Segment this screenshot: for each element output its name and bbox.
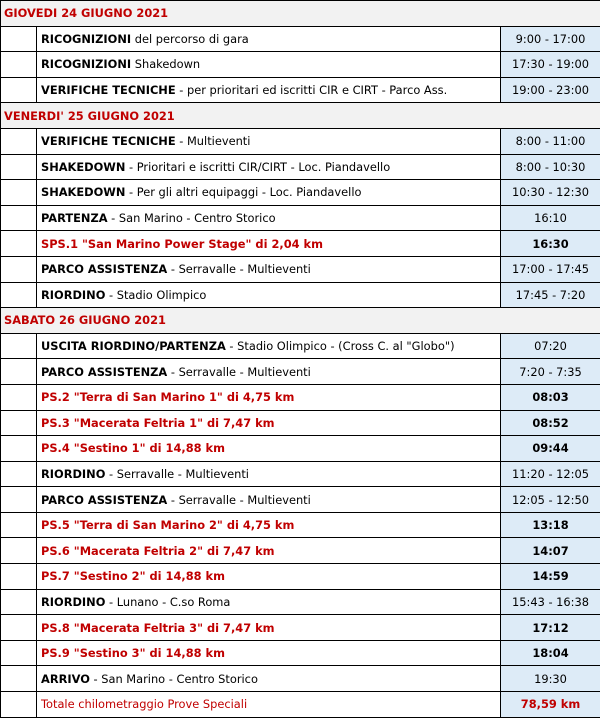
event-title: RICOGNIZIONI [41,31,132,46]
event-title: RICOGNIZIONI [41,57,132,72]
schedule-row [1,461,600,487]
event-detail: Shakedown [131,57,201,72]
schedule-row [1,52,600,78]
schedule-body [1,1,600,718]
time-cell: 15:43 - 16:38 [501,589,600,615]
event-detail: - Serravalle - Multieventi [167,262,311,277]
blank-cell [1,52,37,78]
event-cell [37,26,501,52]
time-cell: 16:10 [501,205,600,231]
total-row [1,692,600,718]
event-cell [37,77,501,103]
event-cell [37,384,501,410]
special-stage-row [1,436,600,462]
special-stage-row [1,615,600,641]
schedule-row [1,333,600,359]
blank-cell [1,640,37,666]
event-title: VERIFICHE TECNICHE [41,83,176,98]
blank-cell [1,333,37,359]
special-stage-row [1,410,600,436]
time-cell: 19:00 - 23:00 [501,77,600,103]
event-cell [37,487,501,513]
event-title: SHAKEDOWN [41,159,126,174]
special-stage-name: SPS.1 "San Marino Power Stage" di 2,04 km [41,236,323,251]
time-cell: 10:30 - 12:30 [501,180,600,206]
blank-cell [1,180,37,206]
blank-cell [1,615,37,641]
event-cell [37,128,501,154]
time-cell: 17:12 [501,615,600,641]
schedule-row [1,26,600,52]
event-detail: - San Marino - Centro Storico [107,211,276,226]
blank-cell [1,666,37,692]
event-cell [37,410,501,436]
event-detail: - Stadio Olimpico [105,287,207,302]
event-cell [37,436,501,462]
event-cell [37,666,501,692]
schedule-row [1,282,600,308]
time-cell: 12:05 - 12:50 [501,487,600,513]
day-header-row [1,1,600,27]
special-stage-name: PS.8 "Macerata Feltria 3" di 7,47 km [41,620,275,635]
event-cell [37,180,501,206]
event-cell [37,461,501,487]
event-cell [37,615,501,641]
special-stage-row [1,384,600,410]
special-stage-name: PS.5 "Terra di San Marino 2" di 4,75 km [41,518,295,533]
event-detail: - Serravalle - Multieventi [105,466,249,481]
blank-cell [1,692,37,718]
special-stage-row [1,564,600,590]
time-cell: 08:52 [501,410,600,436]
blank-cell [1,154,37,180]
special-stage-row [1,512,600,538]
schedule-row [1,666,600,692]
event-title: RIORDINO [41,466,106,481]
special-stage-name: PS.6 "Macerata Feltria 2" di 7,47 km [41,543,275,558]
schedule-row [1,487,600,513]
blank-cell [1,256,37,282]
time-cell: 14:07 [501,538,600,564]
blank-cell [1,384,37,410]
time-cell: 17:45 - 7:20 [501,282,600,308]
blank-cell [1,77,37,103]
event-title: PARTENZA [41,211,108,226]
special-stage-name: PS.9 "Sestino 3" di 14,88 km [41,646,225,661]
special-stage-row [1,538,600,564]
event-title: VERIFICHE TECNICHE [41,134,176,149]
blank-cell [1,538,37,564]
special-stage-name: PS.4 "Sestino 1" di 14,88 km [41,441,225,456]
time-cell: 09:44 [501,436,600,462]
schedule-row [1,256,600,282]
time-cell: 13:18 [501,512,600,538]
blank-cell [1,564,37,590]
event-detail: - Serravalle - Multieventi [167,364,311,379]
blank-cell [1,410,37,436]
time-cell: 18:04 [501,640,600,666]
event-title: RIORDINO [41,594,106,609]
special-stage-row [1,640,600,666]
event-detail: - Prioritari e iscritti CIR/CIRT - Loc. Piandavello [125,159,391,174]
blank-cell [1,589,37,615]
event-cell [37,333,501,359]
blank-cell [1,282,37,308]
event-title: PARCO ASSISTENZA [41,492,168,507]
time-cell: 19:30 [501,666,600,692]
event-cell [37,640,501,666]
event-cell [37,231,501,257]
day-header: GIOVEDI 24 GIUGNO 2021 [1,1,600,27]
event-detail: - per prioritari ed iscritti CIR e CIRT - Parco Ass. [175,83,448,98]
event-detail: - Stadio Olimpico - (Cross C. al "Globo") [225,339,455,354]
special-stage-row [1,231,600,257]
schedule-row [1,128,600,154]
schedule-row [1,359,600,385]
event-title: PARCO ASSISTENZA [41,364,168,379]
event-title: SHAKEDOWN [41,185,126,200]
event-detail: - Multieventi [175,134,251,149]
time-cell: 9:00 - 17:00 [501,26,600,52]
event-cell [37,154,501,180]
event-cell [37,512,501,538]
blank-cell [1,128,37,154]
blank-cell [1,461,37,487]
event-title: USCITA RIORDINO/PARTENZA [41,339,226,354]
time-cell: 7:20 - 7:35 [501,359,600,385]
event-cell [37,564,501,590]
total-value: 78,59 km [501,692,600,718]
blank-cell [1,436,37,462]
schedule-row [1,589,600,615]
event-detail: - Lunano - C.so Roma [105,594,231,609]
day-header-row [1,308,600,334]
schedule-row [1,77,600,103]
event-cell [37,538,501,564]
blank-cell [1,487,37,513]
special-stage-name: PS.2 "Terra di San Marino 1" di 4,75 km [41,390,295,405]
day-header: VENERDI' 25 GIUGNO 2021 [1,103,600,129]
special-stage-name: PS.3 "Macerata Feltria 1" di 7,47 km [41,415,275,430]
blank-cell [1,26,37,52]
time-cell: 14:59 [501,564,600,590]
event-cell [37,589,501,615]
time-cell: 08:03 [501,384,600,410]
time-cell: 16:30 [501,231,600,257]
event-cell [37,52,501,78]
event-detail: del percorso di gara [131,31,249,46]
event-cell [37,205,501,231]
event-cell [37,359,501,385]
time-cell: 11:20 - 12:05 [501,461,600,487]
event-cell [37,282,501,308]
day-header: SABATO 26 GIUGNO 2021 [1,308,600,334]
blank-cell [1,205,37,231]
event-detail: - Serravalle - Multieventi [167,492,311,507]
event-detail: - San Marino - Centro Storico [89,671,258,686]
event-detail: - Per gli altri equipaggi - Loc. Piandavello [125,185,362,200]
event-title: ARRIVO [41,671,90,686]
schedule-row [1,180,600,206]
day-header-row [1,103,600,129]
blank-cell [1,359,37,385]
time-cell: 07:20 [501,333,600,359]
time-cell: 8:00 - 10:30 [501,154,600,180]
schedule-row [1,205,600,231]
event-title: RIORDINO [41,287,106,302]
time-cell: 8:00 - 11:00 [501,128,600,154]
schedule-row [1,154,600,180]
event-title: PARCO ASSISTENZA [41,262,168,277]
event-cell [37,256,501,282]
time-cell: 17:30 - 19:00 [501,52,600,78]
total-label: Totale chilometraggio Prove Speciali [37,692,501,718]
time-cell: 17:00 - 17:45 [501,256,600,282]
blank-cell [1,512,37,538]
special-stage-name: PS.7 "Sestino 2" di 14,88 km [41,569,225,584]
blank-cell [1,231,37,257]
